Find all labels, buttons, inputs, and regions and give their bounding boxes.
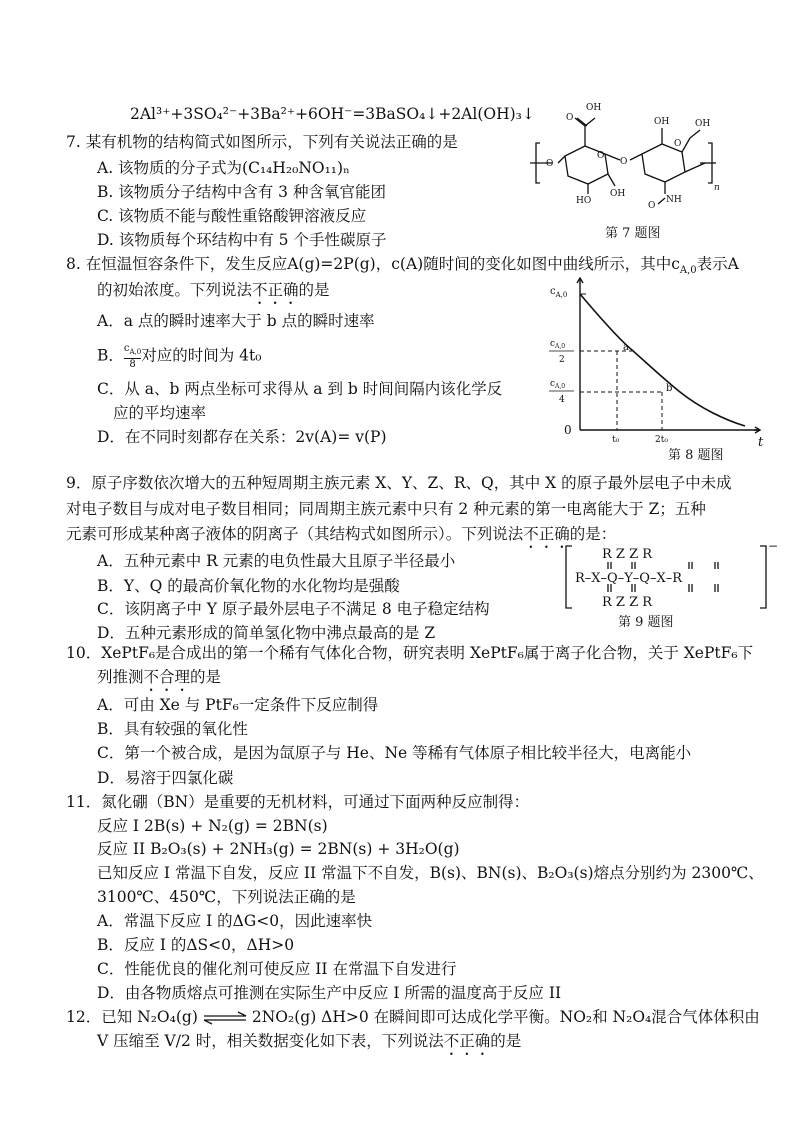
q9-struct-bot: R Z Z R — [602, 595, 653, 610]
q10-option-a: A．可由 Xe 与 PtF₆一定条件下反应制得 — [97, 696, 379, 714]
q11-option-a: A．常温下反应 I 的ΔG<0，因此速率快 — [97, 912, 373, 930]
q7-label-oh-1: OH — [610, 189, 626, 199]
q10-stem-post: 的是 — [190, 668, 222, 686]
q8-tick-half-num: $c_{A,0}$ — [550, 339, 566, 350]
q8-option-c: C．从 a、b 两点坐标可求得从 a 到 b 时间间隔内该化学反 — [97, 380, 503, 398]
q9-stem-pre: 元素可形成某种离子液体的阴离子（其结构式如图所示）。下列说法 — [66, 525, 524, 543]
equilibrium-arrow-icon — [202, 1011, 248, 1025]
q7-stem: 7. 某有机物的结构简式如图所示，下列有关说法正确的是 — [66, 133, 458, 151]
q10-stem-line1: 10．XePtF₆是合成出的第一个稀有气体化合物，研究表明 XePtF₆属于离子化合物，关于 XePtF₆下 — [66, 644, 754, 662]
q8-y-label: $c_{A,0}$ — [550, 286, 568, 299]
q7-structure-figure — [530, 98, 720, 208]
q10-stem-pre: 列推测 — [97, 668, 144, 686]
q8-tick-quarter-den: 4 — [559, 395, 565, 405]
q12-stem-part1: 12．已知 N₂O₄(g) — [66, 1008, 198, 1026]
q8-tick-half-den: 2 — [559, 355, 565, 365]
q11-reaction-1: 反应 I 2B(s) + N₂(g) = 2BN(s) — [97, 817, 328, 835]
q11-option-c: C．性能优良的催化剂可使反应 II 在常温下自发进行 — [97, 960, 457, 978]
q12-stem-pre: V 压缩至 V/2 时，相关数据变化如下表，下列说法 — [97, 1032, 444, 1050]
q9-option-b: B．Y、Q 的最高价氧化物的水化物均是强酸 — [97, 577, 400, 595]
q9-stem-emphasis: 不正确 — [523, 525, 570, 543]
q7-label-o-acetyl: O — [648, 201, 656, 208]
q8-option-b-prefix: B． — [97, 346, 124, 365]
q8-stem-sub: A,0 — [679, 265, 697, 277]
q10-stem-emphasis: 不合理 — [143, 668, 191, 686]
q8-stem-part1: 8. 在恒温恒容条件下，发生反应A(g)=2P(g)，c(A)随时间的变化如图中曲线所示，其中c — [66, 255, 680, 273]
q7-label-nh: NH — [666, 195, 682, 205]
q8-stem-emphasis: 不正确 — [252, 281, 299, 299]
q9-option-a: A．五种元素中 R 元素的电负性最大且原子半径最小 — [97, 552, 456, 570]
q7-label-ho: HO — [576, 196, 592, 206]
q8-option-b-text: 对应的时间为 4t₀ — [141, 346, 262, 365]
q7-label-n: n — [714, 183, 720, 193]
q11-info-2: 3100℃、450℃，下列说法正确的是 — [97, 888, 356, 906]
q8-stem-part2: 表示A — [696, 255, 739, 273]
q7-label-o-ring2: O — [674, 139, 682, 149]
q7-label-oh-top: OH — [586, 103, 602, 113]
q7-label-oh-3: OH — [695, 119, 711, 129]
q8-point-a: a — [623, 342, 629, 353]
q8-option-b — [97, 343, 261, 370]
q10-option-b: B．具有较强的氧化性 — [97, 720, 248, 738]
q9-stem-line3 — [66, 523, 616, 552]
q8-graph — [540, 270, 770, 460]
q8-tick-t0: t₀ — [612, 435, 620, 445]
q11-option-b: B．反应 I 的ΔS<0，ΔH>0 — [97, 936, 295, 954]
q10-option-d: D．易溶于四氯化碳 — [97, 769, 234, 787]
q12-stem-post: 的是 — [490, 1032, 522, 1050]
q8-x-axis-label: t — [758, 435, 764, 450]
q7-label-o-link: O — [620, 157, 628, 167]
q9-struct-top: R Z Z R — [602, 547, 653, 562]
q9-charge: − — [768, 540, 779, 553]
q7-option-b: B. 该物质分子结构中含有 3 种含氧官能团 — [97, 183, 386, 201]
q7-caption: 第 7 题图 — [605, 226, 661, 241]
q8-option-d: D．在不同时刻都存在关系：2v(A)= v(P) — [97, 428, 387, 446]
q9-stem-post: 的是： — [569, 525, 617, 543]
q10-stem-line2 — [97, 666, 221, 695]
q7-label-o-carbonyl: O — [566, 113, 574, 123]
q7-label-o-ring1: O — [597, 151, 605, 161]
q9-struct-mid: R–X–Q–Y–Q–X–R — [575, 571, 682, 586]
q8-caption: 第 8 题图 — [668, 448, 724, 463]
q8-point-b: b — [666, 383, 673, 394]
q8-stem-post: 的是 — [298, 281, 330, 299]
q11-info-1: 已知反应 I 常温下自发，反应 II 常温下不自发，B(s)、BN(s)、B₂O₃(s)熔点分别约为 2300℃、 — [97, 864, 764, 882]
q11-reaction-2: 反应 II B₂O₃(s) + 2NH₃(g) = 2BN(s) + 3H₂O(g) — [97, 840, 460, 858]
q8-origin: 0 — [564, 423, 572, 437]
q7-option-a: A. 该物质的分子式为(C₁₄H₂₀NO₁₁)ₙ — [97, 159, 350, 177]
q7-option-c: C. 该物质不能与酸性重铬酸钾溶液反应 — [97, 207, 367, 225]
q12-stem-line2 — [97, 1030, 521, 1059]
q9-stem-line1: 9．原子序数依次增大的五种短周期主族元素 X、Y、Z、R、Q，其中 X 的原子最外层电子中未成 — [66, 474, 732, 492]
q12-stem-emphasis: 不正确 — [443, 1032, 491, 1050]
q8-stem-pre: 的初始浓度。下列说法 — [97, 281, 253, 299]
q8-tick-quarter-num: $c_{A,0}$ — [550, 379, 566, 390]
q8-option-a: A．a 点的瞬时速率大于 b 点的瞬时速率 — [97, 312, 375, 330]
q12-stem-line1 — [66, 1006, 760, 1028]
q10-option-c: C．第一个被合成，是因为氙原子与 He、Ne 等稀有气体原子相比较半径大，电离能小 — [97, 744, 692, 762]
q11-stem: 11．氮化硼（BN）是重要的无机材料，可通过下面两种反应制得： — [66, 793, 530, 811]
q8-option-b-fraction: $\frac{c_{A,0}}{8}$ — [123, 343, 142, 370]
q7-option-d: D. 该物质每个环结构中有 5 个手性碳原子 — [97, 231, 387, 249]
top-equation: 2Al³⁺+3SO₄²⁻+3Ba²⁺+6OH⁻=3BaSO₄↓+2Al(OH)₃↓ — [130, 105, 535, 123]
q7-label-o-left: O — [546, 159, 554, 169]
q9-anion-structure — [560, 540, 780, 620]
q8-stem-line2 — [97, 279, 330, 308]
q9-caption: 第 9 题图 — [618, 615, 674, 630]
q9-option-c: C．该阴离子中 Y 原子最外层电子不满足 8 电子稳定结构 — [97, 600, 490, 618]
q11-option-d: D．由各物质熔点可推测在实际生产中反应 I 所需的温度高于反应 II — [97, 984, 562, 1002]
q8-option-c-cont: 应的平均速率 — [113, 404, 207, 422]
q12-stem-part2: 2NO₂(g) ΔH>0 在瞬间即可达成化学平衡。NO₂和 N₂O₄混合气体体积由 — [251, 1008, 760, 1026]
q9-option-d: D．五种元素形成的简单氢化物中沸点最高的是 Z — [97, 624, 436, 642]
q9-stem-line2: 对电子数目与成对电子数目相同；同周期主族元素中只有 2 种元素的第一电离能大于 Z；五种 — [66, 500, 706, 518]
q7-label-oh-2: OH — [654, 117, 670, 127]
q8-tick-2t0: 2t₀ — [655, 435, 668, 445]
